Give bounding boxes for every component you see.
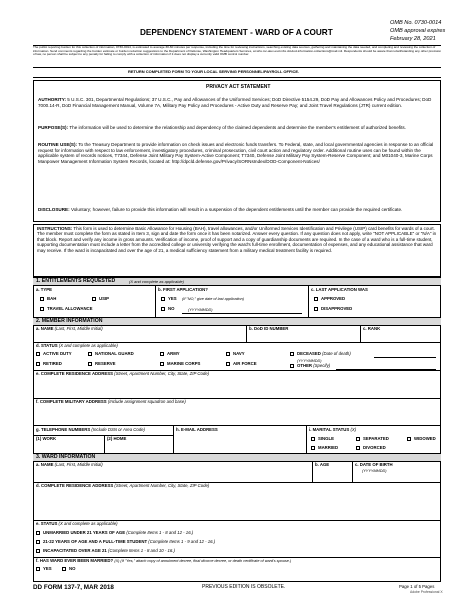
section-1-heading: 1. ENTITLEMENTS REQUESTED xyxy=(36,278,116,284)
ward-residence-label xyxy=(36,484,209,489)
page-count: Page 1 of 5 Pages xyxy=(399,584,435,589)
ward-status-note: (X and complete as applicable) xyxy=(58,521,118,526)
form-id: DD FORM 137-7, MAR 2018 xyxy=(33,584,114,591)
instructions-paragraph xyxy=(37,226,437,253)
divorced-label: DIVORCED xyxy=(363,445,386,450)
ward-married-note: (X) (If "Yes," attach copy of annulment decree, final divorce decree, or death certificate of ward's spouse.) xyxy=(114,559,292,563)
marine-corps-checkbox[interactable] xyxy=(160,362,164,366)
omb-expiration-date: February 28, 2021 xyxy=(390,36,436,42)
s2-row-g-divider-1 xyxy=(173,425,174,453)
air-force-label: AIR FORCE xyxy=(233,361,257,366)
disapproved-checkbox[interactable] xyxy=(314,307,318,311)
other-status-note: (Specify) xyxy=(313,363,331,368)
bah-label: BAH xyxy=(47,296,57,301)
member-name-label xyxy=(36,327,103,332)
marital-status-note: (X) xyxy=(350,427,357,432)
widowed-label: WIDOWED xyxy=(414,436,436,441)
last-app-date-format: (YYYYMMDD) xyxy=(188,308,213,312)
single-checkbox[interactable] xyxy=(311,437,315,441)
travel-allowance-checkbox[interactable] xyxy=(40,307,44,311)
incapacitated-checkbox[interactable] xyxy=(36,549,40,553)
first-app-yes-label: YES xyxy=(168,296,177,301)
telephone-note: (Include DSN or Area Code) xyxy=(91,427,145,432)
ward-married-label xyxy=(36,559,291,564)
navy-label: NAVY xyxy=(233,351,245,356)
ward-residence-note: (Street, Apartment Number, City, State, ZIP Code) xyxy=(114,483,210,488)
telephone-label xyxy=(36,428,145,433)
member-status-label-text: d. STATUS xyxy=(36,343,58,348)
approved-label: APPROVED xyxy=(321,296,346,301)
email-label: h. E-MAIL ADDRESS xyxy=(176,427,218,432)
purpose-text: The information will be used to determine the relationship and dependency of the claimed dependents and determine the member's entitlement of authorized benefits. xyxy=(69,125,407,130)
separated-checkbox[interactable] xyxy=(356,437,360,441)
first-app-no-label: NO xyxy=(168,306,175,311)
member-residence-note: (Street, Apartment Number, City, State, ZIP Code) xyxy=(114,371,210,376)
disclosure-label: DISCLOSURE: xyxy=(38,207,70,212)
first-app-yes-note: (If "NO," give date of last application) xyxy=(182,297,244,301)
ward-residence-label-text: d. COMPLETE RESIDENCE ADDRESS xyxy=(36,483,114,488)
member-status-label xyxy=(36,344,118,349)
usip-label: USIP xyxy=(99,296,110,301)
s3-row-a-divider-2 xyxy=(352,462,353,482)
retired-label: RETIRED xyxy=(43,361,62,366)
obsolete-notice: PREVIOUS EDITION IS OBSOLETE. xyxy=(202,584,286,590)
burden-statement: The public reporting burden for this collection of information, 0730-0014, is estimated to average 30-60 minutes per response, including the time for reviewing instructions, searching existing data sources, gathering and maintaining the data needed, and completing and reviewing the collection of information. Send comments regarding the burden estimate or burden reduction suggestions to the Department of Defense, Washington Headquarters Services, at whs.mc-alex.esd.mbx.dd-dod-information-collections@mail.mil. Respondents should be aware that notwithstanding any other provision of law, no person shall be subject to any penalty for failing to comply with a collection of information if it does not display a currently valid OMB control number. xyxy=(33,45,442,57)
under-21-label xyxy=(43,531,193,536)
military-address-label-text: f. COMPLETE MILITARY ADDRESS xyxy=(36,399,107,404)
date-of-death-input[interactable] xyxy=(374,357,436,358)
under-21-note: (Complete Items 1 - 8 and 12 - 16.) xyxy=(126,530,194,535)
routine-use-text: To the Treasury Department to provide information on check issues and electronic funds transfers. To Federal, state, and local governmental agencies in response to an official request for information with respect to law enforcement, investigatory procedures, criminal prosecution, civil court action and regulatory order. Additional routine uses can be found within the applicable system of records notices, T7344, Defense Joint Military Pay System-Active Component; T7340, Defense Joint Military Pay System-Reserve Component; and M01040-3, Marine Corps Manpower Management Information System Records, located at: http://dpcld.defense.gov/Privacy/SORNsIndex/DOD-Component-Notices/ xyxy=(38,142,434,164)
member-name-label-text: a. NAME xyxy=(36,326,54,331)
omb-approval-label: OMB approval expires xyxy=(390,28,446,34)
section-1-note: (X and complete as applicable) xyxy=(129,279,184,284)
national-guard-label: NATIONAL GUARD xyxy=(95,351,134,356)
marital-status-label xyxy=(309,428,356,433)
ward-married-no-label: NO xyxy=(69,566,76,571)
marital-status-label-text: i. MARITAL STATUS xyxy=(309,427,350,432)
ward-dob-label: c. DATE OF BIRTH xyxy=(355,462,393,467)
s1-first-application-label: b. FIRST APPLICATION? xyxy=(158,287,208,292)
disapproved-label: DISAPPROVED xyxy=(321,306,353,311)
s1-type-label: a. TYPE xyxy=(36,287,53,292)
purpose-label: PURPOSE(S): xyxy=(38,125,69,130)
instructions-text: This form is used to determine Basic Allowance for Housing (BAH), travel allowances, and/or Uniformed Services Identification and Privilege (USIP) card benefits for wards of a court. The member must complete the form as stated in Item 3, sign and date the form once it has been notarized. Answer every question. If any question does not apply, write "NOT APPLICABLE" or "N/A" in that block. Report and verify any income in gross amounts. Verification of income, proof of support and a copy of guardianship documents are required. In the case of a ward who is a full-time student, supporting documentation must include a letter from the accredited college or university verifying the ward's full-time enrollment, documentation of expenses, and any educational assistance that ward may receive. If the ward is incapacitated and over the age of 21, a medical sufficiency statement from a military medical treatment facility is required. xyxy=(37,226,437,253)
return-note: RETURN COMPLETED FORM TO YOUR LOCAL SERVING PERSONNEL/PAYROLL OFFICE. xyxy=(128,69,300,74)
retired-checkbox[interactable] xyxy=(36,362,40,366)
under-21-checkbox[interactable] xyxy=(36,531,40,535)
member-residence-label-text: e. COMPLETE RESIDENCE ADDRESS xyxy=(36,371,113,376)
software-note: Adobe Professional X xyxy=(410,590,443,594)
authority-label: AUTHORITY: xyxy=(38,97,66,102)
routine-use-label: ROUTINE USE(S): xyxy=(38,142,78,147)
disclosure-paragraph xyxy=(38,207,436,213)
military-address-note: (Include assignment squadron and base) xyxy=(107,399,186,404)
ward-married-no-checkbox[interactable] xyxy=(62,567,66,571)
military-address-label xyxy=(36,400,186,405)
national-guard-checkbox[interactable] xyxy=(88,352,92,356)
form-title: DEPENDENCY STATEMENT - WARD OF A COURT xyxy=(140,28,333,37)
first-app-yes-checkbox[interactable] xyxy=(161,297,165,301)
s1-last-application-label: c. LAST APPLICATION WAS xyxy=(311,287,368,292)
ward-married-label-text: f. HAS WARD EVER BEEN MARRIED? xyxy=(36,558,114,563)
ward-married-yes-checkbox[interactable] xyxy=(36,567,40,571)
member-status-note: (X and complete as applicable) xyxy=(58,343,118,348)
instructions-label: INSTRUCTIONS: xyxy=(37,226,73,231)
ward-status-label-text: e. STATUS xyxy=(36,521,58,526)
approved-checkbox[interactable] xyxy=(314,297,318,301)
ward-name-label xyxy=(36,463,103,468)
disclosure-text: Voluntary; however, failure to provide this information will result in a suspension of the dependent entitlements until the member can provide the required certificate. xyxy=(70,207,403,212)
member-name-note: (Last, First, Middle Initial) xyxy=(54,326,103,331)
incapacitated-label-text: INCAPACITATED OVER AGE 21 xyxy=(43,548,107,553)
ward-name-note: (Last, First, Middle Initial) xyxy=(54,462,103,467)
deceased-checkbox[interactable] xyxy=(290,352,294,356)
section-2-heading: 2. MEMBER INFORMATION xyxy=(36,318,103,324)
deceased-date-format: (YYYYMMDD) xyxy=(297,359,322,363)
privacy-act-heading: PRIVACY ACT STATEMENT xyxy=(206,84,271,90)
navy-checkbox[interactable] xyxy=(226,352,230,356)
last-app-date-input[interactable] xyxy=(182,313,302,314)
incapacitated-label xyxy=(43,549,175,554)
rank-label: c. RANK xyxy=(363,326,381,331)
telephone-label-text: g. TELEPHONE NUMBERS xyxy=(36,427,91,432)
army-label: ARMY xyxy=(167,351,180,356)
ward-age-label: b. AGE xyxy=(315,462,330,467)
s3-row-a-divider-1 xyxy=(312,462,313,482)
incapacitated-note: (Complete Items 1 - 8 and 10 - 16.) xyxy=(108,548,175,553)
purpose-paragraph xyxy=(38,125,436,131)
deceased-label xyxy=(297,352,351,357)
reserve-checkbox[interactable] xyxy=(88,362,92,366)
active-duty-checkbox[interactable] xyxy=(36,352,40,356)
omb-number: OMB No. 0730-0014 xyxy=(390,20,442,26)
burden-rule xyxy=(33,67,441,68)
under-21-label-text: UNMARRIED UNDER 21 YEARS OF AGE xyxy=(43,530,126,535)
deceased-note: (Date of death) xyxy=(322,351,351,356)
marine-corps-label: MARINE CORPS xyxy=(167,361,201,366)
s1-divider-1 xyxy=(155,286,156,317)
routine-use-paragraph xyxy=(38,142,436,164)
air-force-checkbox[interactable] xyxy=(226,362,230,366)
bah-checkbox[interactable] xyxy=(40,297,44,301)
army-checkbox[interactable] xyxy=(160,352,164,356)
section-3-heading: 3. WARD INFORMATION xyxy=(36,454,96,460)
home-phone-label: (2) HOME xyxy=(107,436,127,441)
widowed-checkbox[interactable] xyxy=(407,437,411,441)
s1-divider-2 xyxy=(308,286,309,317)
dod-id-label: b. DoD ID NUMBER xyxy=(249,326,289,331)
ward-dob-format: (YYYYMMDD) xyxy=(362,469,387,473)
reserve-label: RESERVE xyxy=(95,361,116,366)
full-time-student-label xyxy=(43,540,215,545)
full-time-student-note: (Complete Items 1 - 9 and 12 - 16.) xyxy=(148,539,216,544)
active-duty-label: ACTIVE DUTY xyxy=(43,351,72,356)
return-rule xyxy=(33,77,441,78)
separated-label: SEPARATED xyxy=(363,436,389,441)
s2-row-g-divider-2 xyxy=(306,425,307,453)
married-label: MARRIED xyxy=(318,445,339,450)
single-label: SINGLE xyxy=(318,436,334,441)
other-status-label-text: OTHER xyxy=(297,363,313,368)
ward-married-yes-label: YES xyxy=(43,566,52,571)
s2-row-f-rule xyxy=(33,425,441,426)
deceased-label-text: DECEASED xyxy=(297,351,321,356)
authority-paragraph xyxy=(38,97,436,108)
phone-divider xyxy=(104,435,105,453)
usip-checkbox[interactable] xyxy=(92,297,96,301)
ward-status-label xyxy=(36,522,118,527)
ward-name-label-text: a. NAME xyxy=(36,462,54,467)
other-status-label xyxy=(297,364,330,369)
full-time-student-checkbox[interactable] xyxy=(36,540,40,544)
other-status-checkbox[interactable] xyxy=(290,364,294,368)
first-app-no-checkbox[interactable] xyxy=(161,307,165,311)
authority-text: 5 U.S.C. 301, Departmental Regulations; 37 U.S.C., Pay and Allowances of the Uniformed Services; DoD Directive 5154.29, DoD Pay and Allowances Policy and Procedures; DoD 7000.14-R, DoD Financial Management Manual, Volume 7A, Military Pay Policy and Procedures - Active Duty and Reserve Pay; and Joint Travel Regulations (JTR) current edition. xyxy=(38,97,432,108)
divorced-checkbox[interactable] xyxy=(356,446,360,450)
s2-row-a-divider-1 xyxy=(246,326,247,342)
work-phone-label: (1) WORK xyxy=(36,436,57,441)
travel-allowance-label: TRAVEL ALLOWANCE xyxy=(47,306,93,311)
married-checkbox[interactable] xyxy=(311,446,315,450)
full-time-student-label-text: 21-22 YEARS OF AGE AND A FULL-TIME STUDENT xyxy=(43,539,148,544)
member-residence-label xyxy=(36,372,209,377)
s2-row-a-divider-2 xyxy=(360,326,361,342)
